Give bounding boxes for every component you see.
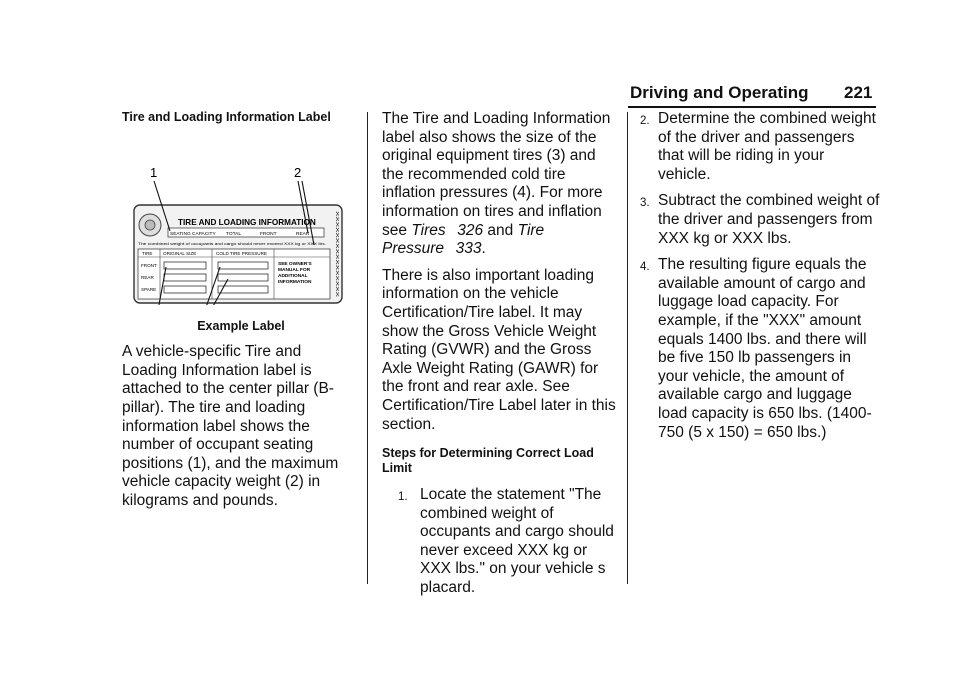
step-4 xyxy=(640,256,880,442)
column-divider-left xyxy=(367,112,368,584)
col1-paragraph: A vehicle-specific Tire and Loading Information label is attached to the center pillar (B-pillar). The tire and loading information label shows the number of occupant seating positions (1), and the maximum vehicle capacity weight (2) in kilograms and pounds. xyxy=(122,343,339,509)
col2-paragraph-1 xyxy=(382,110,618,259)
seating-total-label: TOTAL xyxy=(226,232,242,237)
column-1 xyxy=(122,110,360,519)
seating-capacity-label: SEATING CAPACITY xyxy=(170,232,216,237)
callout-2: 2 xyxy=(294,165,302,180)
header-rule xyxy=(628,106,876,108)
section-heading-tire-label: Tire and Loading Information Label xyxy=(122,110,331,124)
column-2 xyxy=(382,110,618,606)
col-head-cold-pressure: COLD TIRE PRESSURE xyxy=(216,251,267,256)
label-card-warning: The combined weight of occupants and cargo should never exceed XXX kg or XXX lbs. xyxy=(138,242,327,246)
figure-caption: Example Label xyxy=(197,318,285,333)
note-line-2: MANUAL FOR xyxy=(278,268,311,273)
note-line-4: INFORMATION xyxy=(278,280,312,285)
row-label-rear: REAR xyxy=(141,275,154,280)
col-head-tire: TIRE xyxy=(142,251,153,256)
step-1 xyxy=(382,486,618,598)
note-line-1: SEE OWNER'S xyxy=(278,262,312,267)
tire-pressure-page-ref[interactable]:  333 xyxy=(444,240,482,258)
side-code: XXXXXXXXXXXXXXXX xyxy=(335,211,340,261)
note-line-3: ADDITIONAL xyxy=(278,274,308,279)
step-4-text: The resulting figure equals the available amount of cargo and luggage load capacity. For example, if the "XXX" amount equals 1400 lbs. and there will be five 150 lb passengers in your vehicle, the amount of available cargo and luggage load capacity is 650 lbs. (1400-750 (5 x 150) = 650 lbs.) xyxy=(658,256,872,441)
page-number: 221 xyxy=(844,83,873,102)
step-2 xyxy=(640,110,880,184)
step-2-text: Determine the combined weight of the driver and passengers that will be riding in your vehicle. xyxy=(658,110,876,183)
step-1-text: Locate the statement "The combined weight of occupants and cargo should never exceed XXX kg or XXX lbs." on your vehicle s placard. xyxy=(420,486,614,597)
example-label-figure xyxy=(122,125,360,305)
tires-page-ref[interactable]:  326 xyxy=(445,221,484,239)
step-3-number: 3. xyxy=(640,197,650,210)
running-header-title: Driving and Operating xyxy=(630,83,809,102)
seating-front-label: FRONT xyxy=(260,232,277,237)
seating-rear-label: REAR xyxy=(296,232,310,237)
para1-text: The Tire and Loading Information label also shows the size of the original equipment tires (3) and the recommended cold tire inflation pressures (4). For more information on tires and inflation see xyxy=(382,110,611,239)
para1-end: . xyxy=(481,240,486,258)
step-4-number: 4. xyxy=(640,261,650,274)
para1-and: and xyxy=(483,221,518,239)
step-3 xyxy=(640,192,880,248)
step-1-number: 1. xyxy=(398,491,408,504)
tire-pressure-link[interactable]: Tire Pressure xyxy=(382,221,545,258)
step-3-text: Subtract the combined weight of the driver and passengers from XXX kg or XXX lbs. xyxy=(658,192,880,247)
label-card-title: TIRE AND LOADING INFORMATION xyxy=(178,218,316,227)
section-heading-load-limit: Steps for Determining Correct Load Limit xyxy=(382,446,594,476)
col2-paragraph-2: There is also important loading information on the vehicle Certification/Tire label. It may show the Gross Vehicle Weight Rating (GVWR) and the Gross Axle Weight Rating (GAWR) for the front and rear axle. See Certification/Tire Label later in this section. xyxy=(382,266,616,433)
column-3 xyxy=(640,110,880,450)
col-head-original-size: ORIGINAL SIZE xyxy=(163,251,197,256)
step-2-number: 2. xyxy=(640,115,650,127)
tires-link[interactable]: Tires xyxy=(411,221,446,239)
row-label-front: FRONT xyxy=(141,263,157,268)
tire-emblem-icon xyxy=(139,214,161,236)
callout-1: 1 xyxy=(150,165,158,180)
column-divider-right xyxy=(627,112,628,584)
row-label-spare: SPARE xyxy=(141,287,157,292)
